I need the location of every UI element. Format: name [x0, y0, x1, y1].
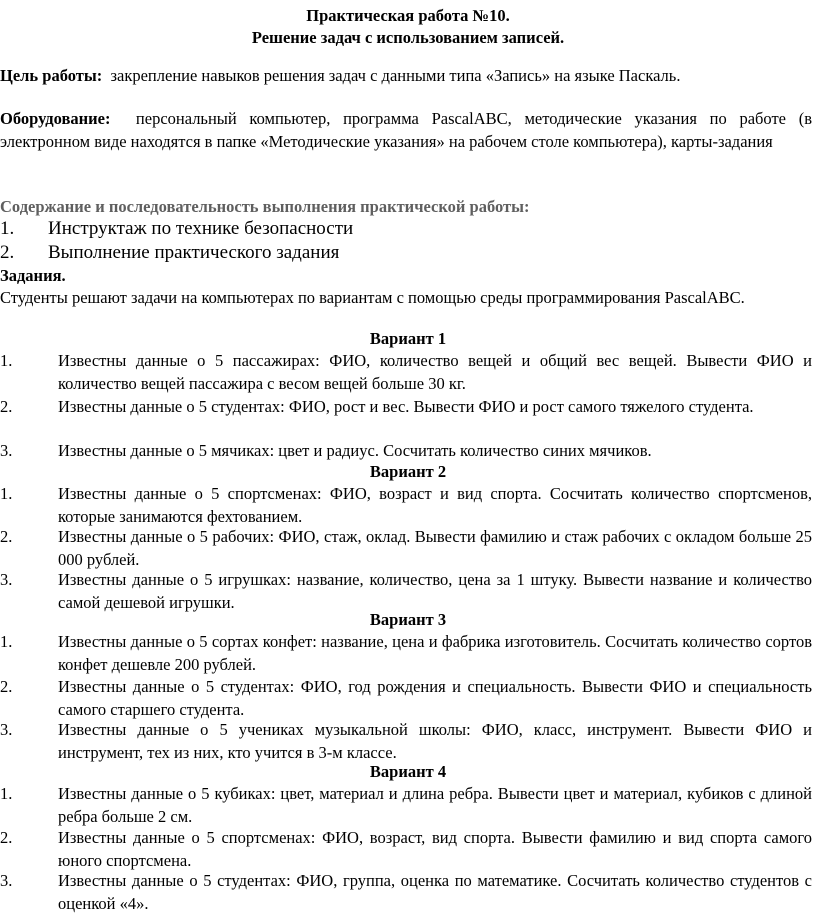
step-text: Инструктаж по технике безопасности [48, 218, 354, 239]
goal-text: закрепление навыков решения задач с данными типа «Запись» на языке Паскаль. [110, 66, 681, 85]
task-text: Известны данные о 5 сортах конфет: название, цена и фабрика изготовитель. Сосчитать количество сортов конфет дешевле 200 рублей. [58, 632, 812, 674]
task-number: 2. [0, 527, 13, 546]
title-line-2: Решение задач с использованием записей. [251, 28, 565, 47]
task-number: 2. [0, 397, 13, 416]
variant-title: Вариант 3 [369, 610, 447, 629]
task-item [0, 869, 812, 915]
task-number: 2. [0, 828, 13, 847]
task-number: 3. [0, 720, 13, 739]
variant-title: Вариант 1 [369, 329, 447, 348]
task-text: Известны данные о 5 кубиках: цвет, материал и длина ребра. Вывести цвет и материал, кубиков с длиной ребра больше 2 см. [58, 784, 812, 826]
step-text: Выполнение практического задания [48, 242, 340, 263]
task-text: Известны данные о 5 учениках музыкальной школы: ФИО, класс, инструмент. Вывести ФИО и инструмент, тех из них, кто учится в 3-м классе. [58, 720, 812, 762]
task-item [0, 826, 812, 872]
task-item [0, 439, 812, 462]
task-item [0, 395, 812, 418]
task-number: 3. [0, 871, 13, 890]
equipment-paragraph [0, 107, 812, 153]
step-number: 2. [0, 242, 15, 263]
task-item [0, 630, 812, 676]
task-number: 3. [0, 570, 13, 589]
equipment-text: персональный компьютер, программа PascalABC, методические указания по работе (в электронном виде находятся в папке «Методические указания» на рабочем столе компьютера), карты-задания [0, 109, 813, 151]
task-text: Известны данные о 5 студентах: ФИО, рост и вес. Вывести ФИО и рост самого тяжелого студента. [58, 397, 754, 416]
variant-title: Вариант 4 [369, 762, 447, 781]
variant-title: Вариант 2 [369, 462, 447, 481]
task-number: 1. [0, 351, 13, 370]
task-text: Известны данные о 5 спортсменах: ФИО, возраст и вид спорта. Сосчитать количество спортсменов, которые занимаются фехтованием. [58, 484, 812, 526]
task-text: Известны данные о 5 мячиках: цвет и радиус. Сосчитать количество синих мячиков. [58, 441, 652, 460]
step-number: 1. [0, 218, 15, 239]
tasks-intro: Студенты решают задачи на компьютерах по вариантам с помощью среды программирования PascalABC. [0, 288, 745, 307]
content-heading: Содержание и последовательность выполнения практической работы: [0, 197, 530, 216]
equipment-label: Оборудование: [0, 109, 111, 128]
step-item [0, 217, 353, 240]
step-item [0, 241, 339, 264]
task-number: 1. [0, 484, 13, 503]
task-number: 3. [0, 441, 13, 460]
goal-label: Цель работы: [0, 66, 103, 85]
task-item [0, 782, 812, 828]
task-item [0, 525, 812, 571]
task-text: Известны данные о 5 студентах: ФИО, группа, оценка по математике. Сосчитать количество студентов с оценкой «4». [58, 871, 812, 913]
task-number: 2. [0, 677, 13, 696]
task-item [0, 718, 812, 764]
task-number: 1. [0, 632, 13, 651]
task-item [0, 675, 812, 721]
task-item [0, 349, 812, 395]
goal-paragraph [0, 64, 812, 87]
task-text: Известны данные о 5 игрушках: название, количество, цена за 1 штуку. Вывести название и количество самой дешевой игрушки. [58, 570, 812, 612]
task-text: Известны данные о 5 студентах: ФИО, год рождения и специальность. Вывести ФИО и специальность самого старшего студента. [58, 677, 812, 719]
task-text: Известны данные о 5 спортсменах: ФИО, возраст, вид спорта. Вывести фамилию и вид спорта самого юного спортсмена. [58, 828, 812, 870]
title-line-1: Практическая работа №10. [306, 6, 510, 25]
task-number: 1. [0, 784, 13, 803]
tasks-heading: Задания. [0, 266, 66, 285]
task-text: Известны данные о 5 рабочих: ФИО, стаж, оклад. Вывести фамилию и стаж рабочих с окладом больше 25 000 рублей. [58, 527, 812, 569]
task-text: Известны данные о 5 пассажирах: ФИО, количество вещей и общий вес вещей. Вывести ФИО и количество вещей пассажира с весом вещей больше 30 кг. [58, 351, 812, 393]
task-item [0, 482, 812, 528]
